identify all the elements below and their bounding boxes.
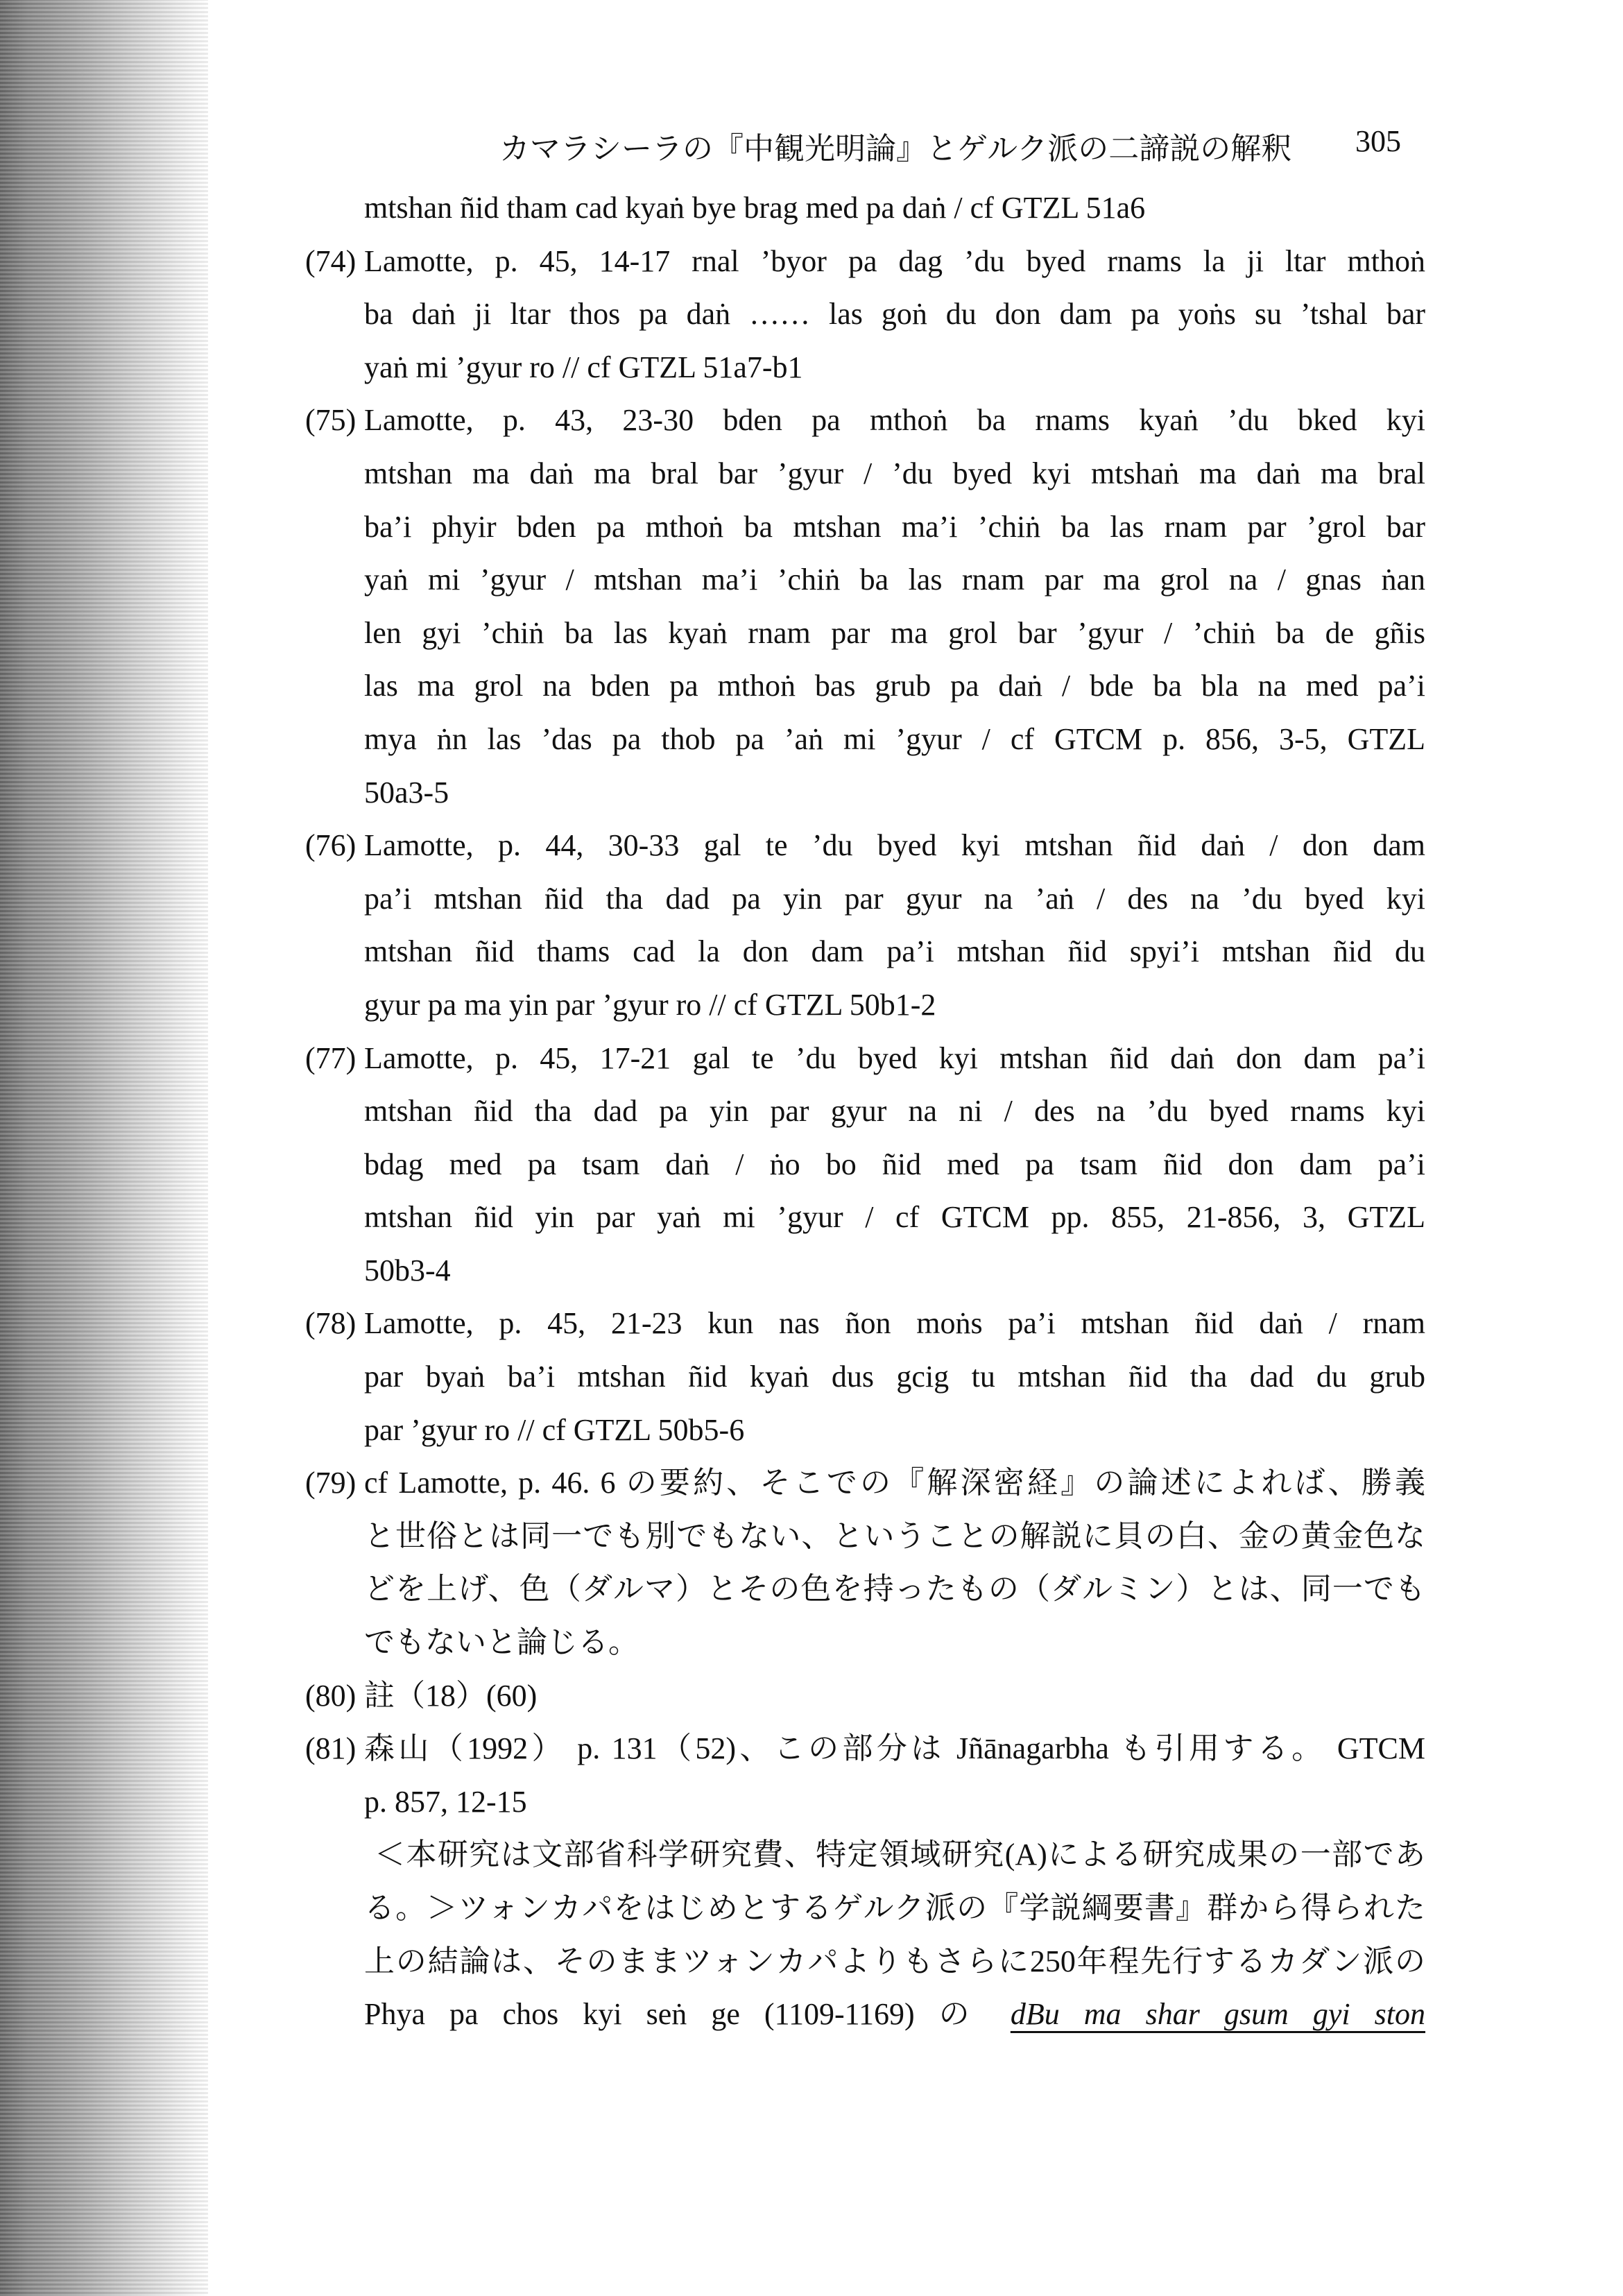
footnote-text: ba’i phyir bden pa mthoṅ ba mtshan ma’i ’chiṅ ba las rnam par ’grol bar: [364, 509, 1425, 544]
footnote-text: bdag med pa tsam daṅ / ṅo bo ñid med pa tsam ñid don dam pa’i: [364, 1147, 1425, 1181]
closing-prefix: Phya pa chos kyi seṅ ge (1109-1169) の: [364, 1997, 986, 2032]
footnote-line: [305, 1563, 1425, 1616]
footnote-text: Lamotte, p. 43, 23-30 bden pa mthoṅ ba rnams kyaṅ ’du bked kyi: [364, 403, 1425, 438]
footnote-text: でもないと論じる。: [364, 1625, 639, 1660]
footnote-text: las ma grol na bden pa mthoṅ bas grub pa daṅ / bde ba bla na med pa’i: [364, 669, 1425, 703]
footnote-text: Lamotte, p. 45, 17-21 gal te ’du byed kyi mtshan ñid daṅ don dam pa’i: [364, 1040, 1425, 1075]
footnote-text: ba daṅ ji ltar thos pa daṅ …… las goṅ du don dam pa yoṅs su ’tshal bar: [364, 297, 1425, 332]
footnotes-body: [305, 182, 1425, 2041]
footnote-text: par ’gyur ro // cf GTZL 50b5-6: [364, 1412, 745, 1447]
footnote-line: [305, 925, 1425, 979]
footnote-line: [305, 235, 1425, 289]
footnote-line: [305, 1457, 1425, 1510]
footnote-line: [305, 1191, 1425, 1244]
footnote-text: Lamotte, p. 45, 14-17 rnal ’byor pa dag ’du byed rnams la ji ltar mthoṅ: [364, 243, 1425, 278]
underlined-title: dBu ma shar gsum gyi ston: [1010, 1997, 1425, 2032]
footnote-line: [305, 447, 1425, 501]
footnote-text: gyur pa ma yin par ’gyur ro // cf GTZL 50b1-2: [364, 987, 936, 1022]
footnote-line: [305, 713, 1425, 766]
footnote-line: [305, 501, 1425, 554]
footnote-line: [305, 979, 1425, 1032]
footnote-line: [305, 873, 1425, 926]
footnote-text: mtshan ñid tha dad pa yin par gyur na ni / des na ’du byed rnams kyi: [364, 1094, 1425, 1129]
footnote-line: [305, 766, 1425, 820]
footnote-text: Lamotte, p. 45, 21-23 kun nas ñon moṅs pa’i mtshan ñid daṅ / rnam: [364, 1306, 1425, 1341]
closing-line: [305, 1828, 1425, 1882]
footnote-text: pa’i mtshan ñid tha dad pa yin par gyur na ’aṅ / des na ’du byed kyi: [364, 881, 1425, 916]
footnote-line: [305, 182, 1425, 235]
footnote-number: (76): [305, 828, 357, 863]
footnote-text: mtshan ñid thams cad la don dam pa’i mtshan ñid spyi’i mtshan ñid du: [364, 934, 1425, 969]
closing-text: [364, 1988, 1425, 2041]
footnote-number: (75): [305, 403, 357, 438]
footnote-text: と世俗とは同一でも別でもない、ということの解説に貝の白、金の黄金色な: [364, 1518, 1425, 1553]
closing-text: ＜本研究は文部省科学研究費、特定領域研究(A)による研究成果の一部であ: [375, 1837, 1425, 1872]
footnote-line: [305, 1032, 1425, 1086]
footnote-line: [305, 394, 1425, 447]
footnote-text: yaṅ mi ’gyur / mtshan ma’i ’chiṅ ba las rnam par ma grol na / gnas ṅan: [364, 563, 1425, 597]
footnote-text: len gyi ’chiṅ ba las kyaṅ rnam par ma grol bar ’gyur / ’chiṅ ba de gñis: [364, 615, 1425, 650]
footnote-text: Lamotte, p. 44, 30-33 gal te ’du byed kyi mtshan ñid daṅ / don dam: [364, 828, 1425, 863]
footnote-line: [305, 607, 1425, 660]
footnote-line: [305, 660, 1425, 713]
footnote-text: cf Lamotte, p. 46. 6 の要約、そこでの『解深密経』の論述によれば、勝義: [364, 1466, 1425, 1500]
footnote-text: 註（18）(60): [364, 1678, 538, 1713]
footnote-text: mtshan ma daṅ ma bral bar ’gyur / ’du byed kyi mtshaṅ ma daṅ ma bral: [364, 456, 1425, 490]
footnote-text: 50b3-4: [364, 1253, 451, 1287]
closing-line: [305, 1935, 1425, 1989]
closing-line: [305, 1988, 1425, 2041]
footnote-line: [305, 1351, 1425, 1404]
footnote-line: [305, 819, 1425, 873]
footnote-number: (81): [305, 1731, 357, 1766]
footnote-number: (79): [305, 1466, 357, 1500]
closing-line: [305, 1882, 1425, 1935]
footnote-line: [305, 288, 1425, 341]
page-number: 305: [1355, 124, 1401, 158]
footnote-line: [305, 554, 1425, 607]
footnote-text: mya ṅn las ’das pa thob pa ’aṅ mi ’gyur / cf GTCM p. 856, 3-5, GTZL: [364, 721, 1425, 756]
footnote-text: p. 857, 12-15: [364, 1784, 527, 1819]
closing-text: る。＞ツォンカパをはじめとするゲルク派の『学説綱要書』群から得られた: [364, 1891, 1425, 1925]
footnote-line: [305, 1616, 1425, 1670]
footnote-line: [305, 1510, 1425, 1563]
footnote-text: 50a3-5: [364, 775, 449, 809]
footnote-line: [305, 1138, 1425, 1192]
footnote-text: どを上げ、色（ダルマ）とその色を持ったもの（ダルミン）とは、同一でも: [364, 1572, 1425, 1607]
footnote-text: yaṅ mi ’gyur ro // cf GTZL 51a7-b1: [364, 350, 803, 384]
footnote-line: [305, 341, 1425, 395]
footnote-line: [305, 1244, 1425, 1298]
footnote-line: [305, 1722, 1425, 1776]
footnote-number: (77): [305, 1040, 357, 1075]
footnote-line: [305, 1085, 1425, 1138]
footnote-line: [305, 1776, 1425, 1829]
footnote-text: mtshan ñid tham cad kyaṅ bye brag med pa daṅ / cf GTZL 51a6: [364, 191, 1146, 225]
running-header: [499, 123, 1401, 168]
footnote-number: (74): [305, 243, 357, 278]
footnote-text: par byaṅ ba’i mtshan ñid kyaṅ dus gcig tu mtshan ñid tha dad du grub: [364, 1360, 1425, 1394]
footnote-number: (78): [305, 1306, 357, 1341]
footnote-line: [305, 1297, 1425, 1351]
closing-text: 上の結論は、そのままツォンカパよりもさらに250年程先行するカダン派の: [364, 1944, 1425, 1978]
footnote-text: 森山（1992） p. 131（52)、この部分は Jñānagarbha も引用する。 GTCM: [364, 1731, 1425, 1766]
scan-shadow-edge: [0, 0, 208, 2296]
footnote-line: [305, 1670, 1425, 1723]
footnote-line: [305, 1404, 1425, 1457]
running-title: カマラシーラの『中観光明論』とゲルク派の二諦説の解釈: [499, 132, 1292, 166]
footnote-number: (80): [305, 1678, 357, 1713]
footnote-text: mtshan ñid yin par yaṅ mi ’gyur / cf GTCM pp. 855, 21-856, 3, GTZL: [364, 1200, 1425, 1235]
